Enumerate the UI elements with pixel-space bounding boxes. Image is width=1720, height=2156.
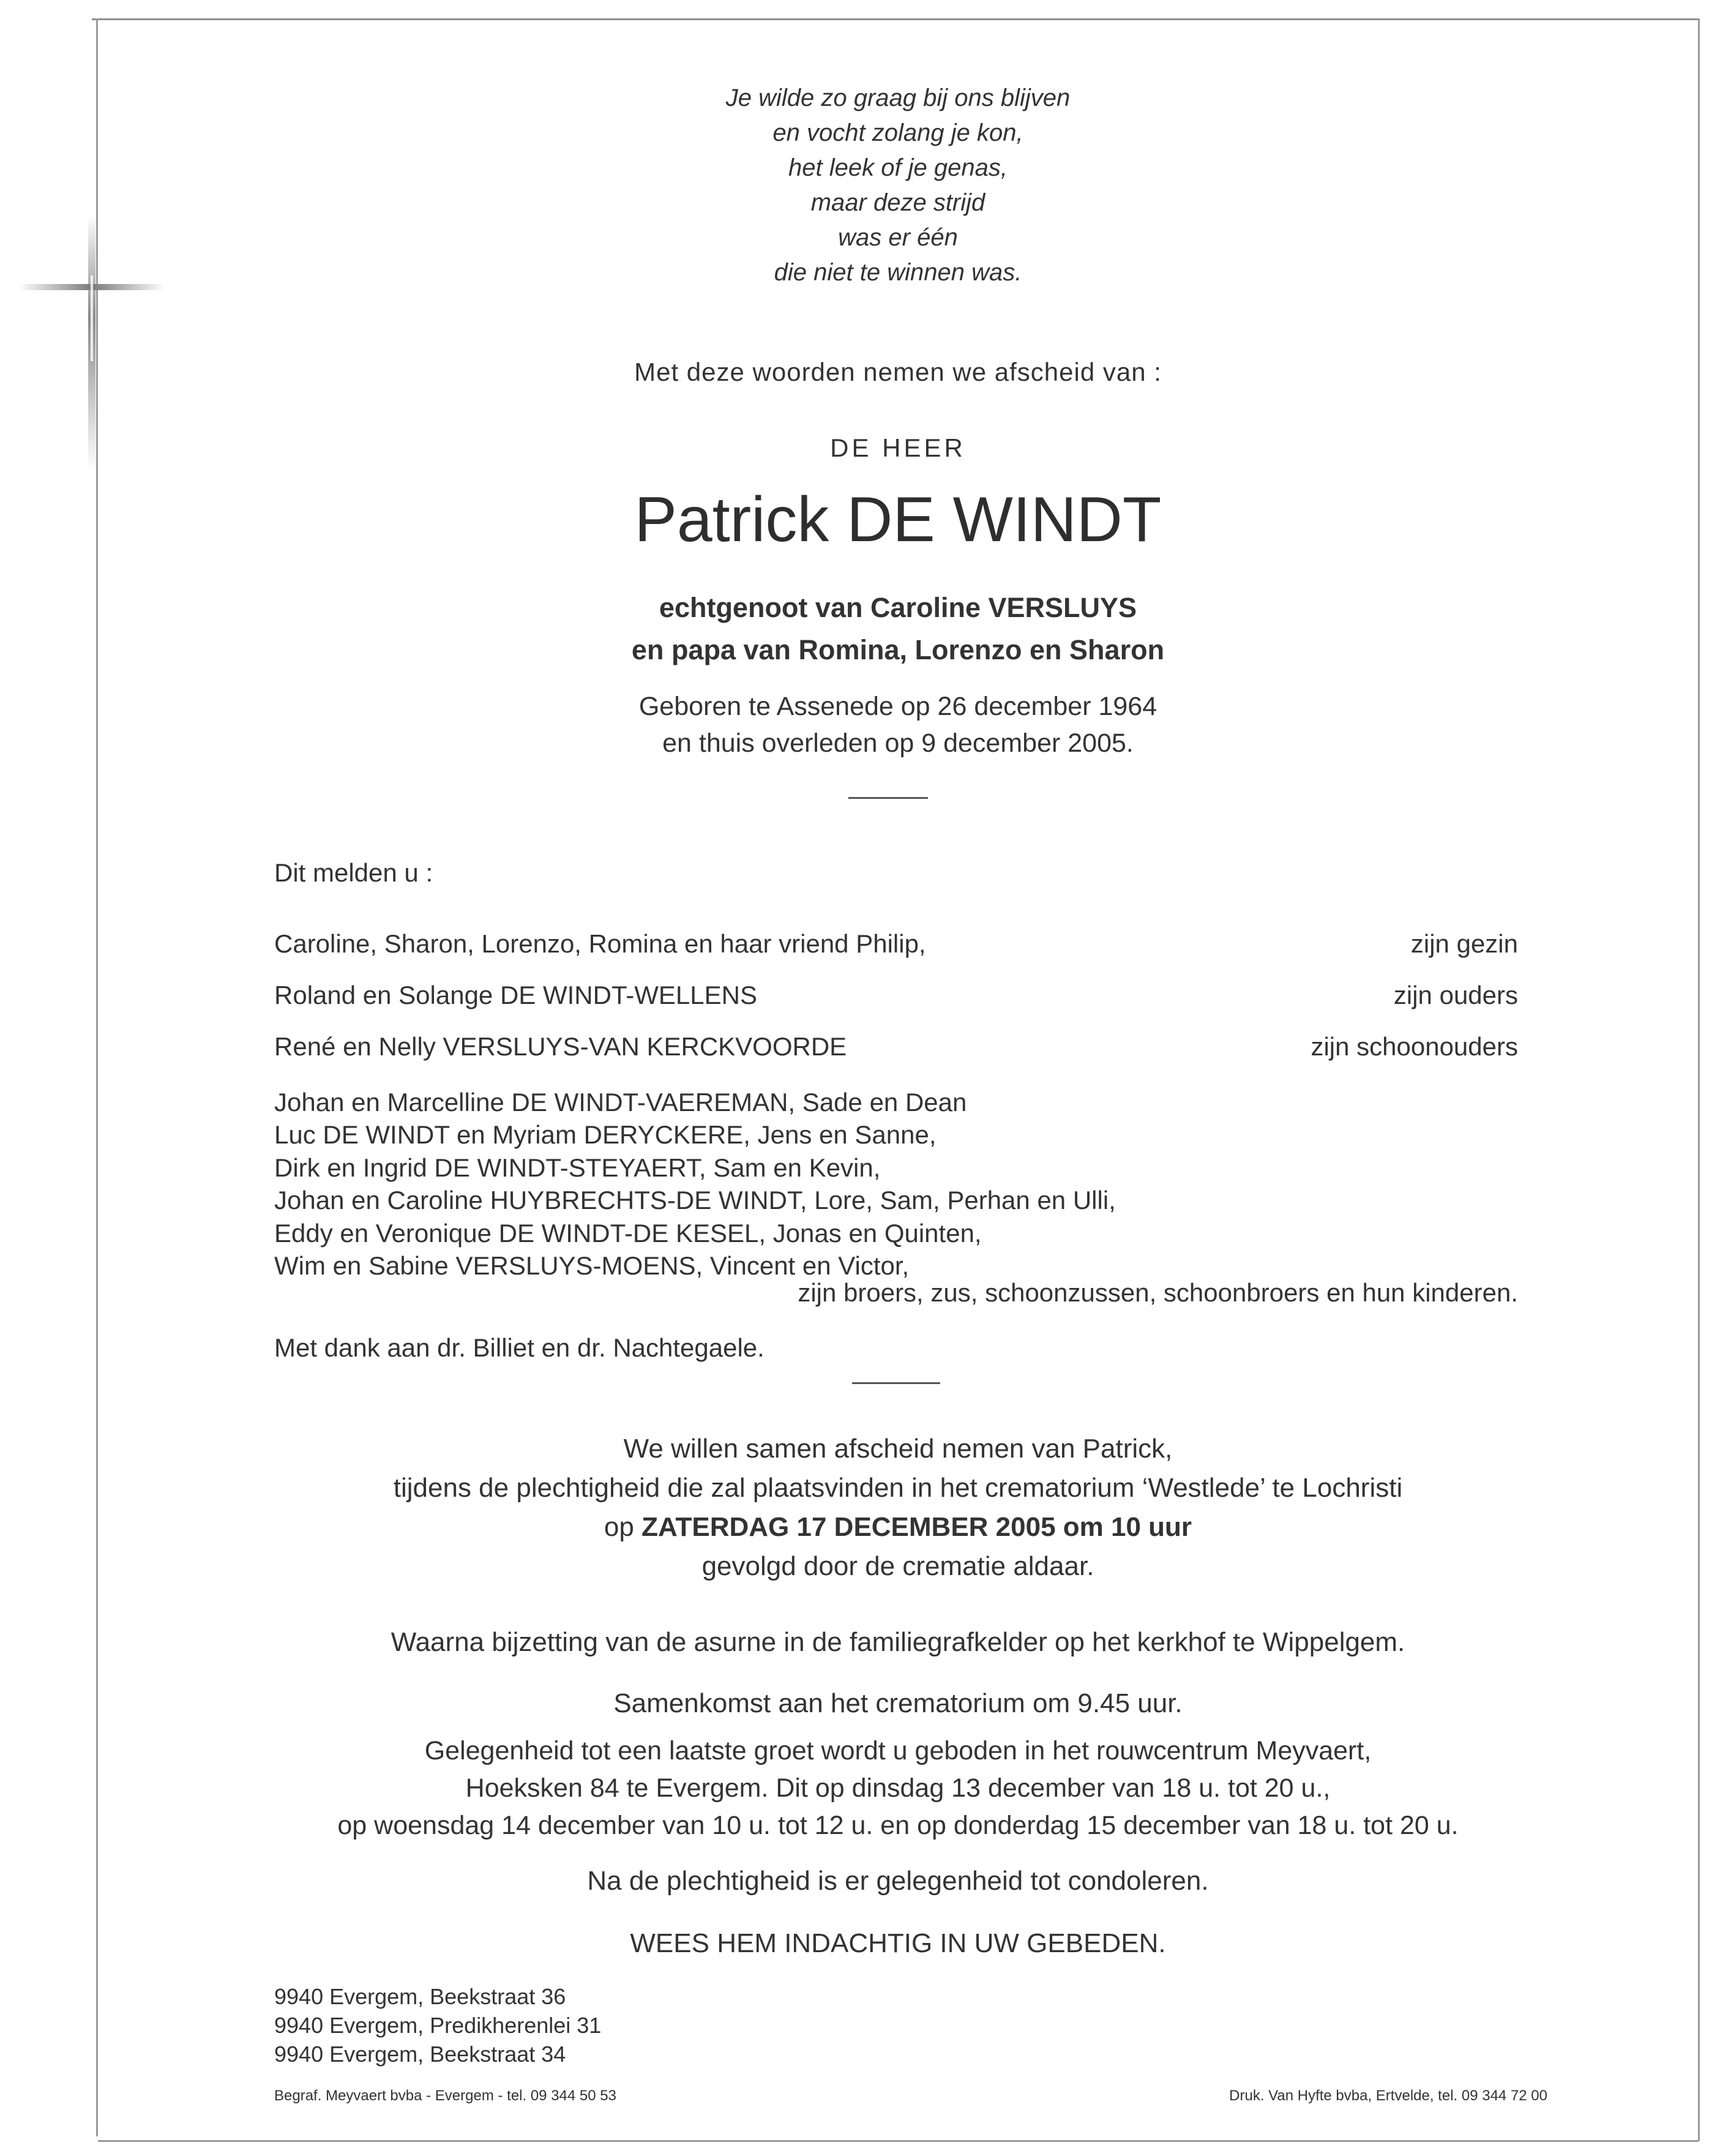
card-border-bottom (98, 2140, 1698, 2142)
address-line: 9940 Evergem, Predikherenlei 31 (274, 2013, 602, 2038)
undertaker-credit: Begraf. Meyvaert bvba - Evergem - tel. 09 344 50 53 (274, 2087, 616, 2104)
sibling-line: Eddy en Veronique DE WINDT-DE KESEL, Jonas en Quinten, (274, 1218, 982, 1248)
service-line: gevolgd door de crematie aldaar. (701, 1551, 1094, 1581)
poem (98, 81, 1698, 290)
relation-line: echtgenoot van Caroline VERSLUYS (659, 592, 1137, 623)
service-line: tijdens de plechtigheid die zal plaatsvinden in het crematorium ‘Westlede’ te Lochristi (393, 1473, 1403, 1503)
family-names: Roland en Solange DE WINDT-WELLENS (274, 981, 757, 1009)
siblings-list (274, 1086, 1116, 1282)
announce-text: Dit melden u : (274, 858, 433, 887)
family-names: René en Nelly VERSLUYS-VAN KERCKVOORDE (274, 1032, 847, 1061)
poem-line: Je wilde zo graag bij ons blijven (725, 84, 1071, 111)
visitation-line: Gelegenheid tot een laatste groet wordt u geboden in het rouwcentrum Meyvaert, (424, 1736, 1372, 1765)
sibling-line: Luc DE WINDT en Myriam DERYCKERE, Jens en Sanne, (274, 1120, 937, 1150)
prayer-text: WEES HEM INDACHTIG IN UW GEBEDEN. (630, 1928, 1166, 1958)
gathering-text: Samenkomst aan het crematorium om 9.45 uur. (613, 1688, 1183, 1718)
sibling-line: Dirk en Ingrid DE WINDT-STEYAERT, Sam en Kevin, (274, 1153, 881, 1182)
service-date: ZATERDAG 17 DECEMBER 2005 om 10 uur (641, 1512, 1192, 1542)
poem-line: was er één (838, 224, 958, 251)
death-line: en thuis overleden op 9 december 2005. (662, 728, 1134, 758)
poem-line: het leek of je genas, (788, 154, 1008, 181)
intro-text: Met deze woorden nemen we afscheid van : (634, 357, 1162, 386)
divider (848, 797, 928, 799)
visitation-line: Hoeksken 84 te Evergem. Dit op dinsdag 13 december van 18 u. tot 20 u., (465, 1773, 1331, 1803)
family-relation: zijn gezin (1410, 929, 1518, 958)
service-line: We willen samen afscheid nemen van Patrick, (623, 1434, 1173, 1464)
relations (98, 586, 1698, 671)
sibling-line: Wim en Sabine VERSLUYS-MOENS, Vincent en Victor, (274, 1251, 910, 1281)
address-line: 9940 Evergem, Beekstraat 34 (274, 2042, 566, 2067)
divider (852, 1382, 940, 1384)
visitation-line: op woensdag 14 december van 10 u. tot 12 u. en op donderdag 15 december van 18 u. tot 20 u. (337, 1811, 1459, 1840)
condolences-text: Na de plechtigheid is er gelegenheid tot condoleren. (587, 1866, 1209, 1896)
family-names: Caroline, Sharon, Lorenzo, Romina en haar vriend Philip, (274, 929, 926, 958)
siblings-relation: zijn broers, zus, schoonzussen, schoonbroers en hun kinderen. (798, 1278, 1518, 1307)
service-info (98, 1429, 1698, 1586)
honorific: DE HEER (830, 433, 966, 462)
sibling-line: Johan en Marcelline DE WINDT-VAEREMAN, Sade en Dean (274, 1088, 967, 1117)
address-line: 9940 Evergem, Beekstraat 36 (274, 1984, 566, 2009)
interment-text: Waarna bijzetting van de asurne in de familiegrafkelder op het kerkhof te Wippelgem. (391, 1627, 1405, 1657)
date-prefix: op (604, 1512, 634, 1542)
poem-line: maar deze strijd (810, 189, 985, 216)
thanks-text: Met dank aan dr. Billiet en dr. Nachtegaele. (274, 1333, 765, 1362)
life-dates (98, 688, 1698, 762)
printer-credit: Druk. Van Hyfte bvba, Ertvelde, tel. 09 344 72 00 (1229, 2087, 1547, 2104)
family-relation: zijn schoonouders (1311, 1032, 1518, 1061)
addresses (274, 1982, 601, 2068)
family-relation: zijn ouders (1393, 981, 1518, 1009)
birth-line: Geboren te Assenede op 26 december 1964 (638, 692, 1157, 721)
poem-line: en vocht zolang je kon, (772, 119, 1023, 146)
deceased-name: Patrick DE WINDT (634, 484, 1162, 555)
relation-line: en papa van Romina, Lorenzo en Sharon (631, 634, 1165, 665)
poem-line: die niet te winnen was. (774, 259, 1022, 286)
service-date-line (98, 1508, 1698, 1547)
card-border-top (92, 18, 1699, 20)
visitation-info (98, 1732, 1698, 1844)
card-border-right (1698, 18, 1700, 2141)
sibling-line: Johan en Caroline HUYBRECHTS-DE WINDT, Lore, Sam, Perhan en Ulli, (274, 1186, 1116, 1215)
